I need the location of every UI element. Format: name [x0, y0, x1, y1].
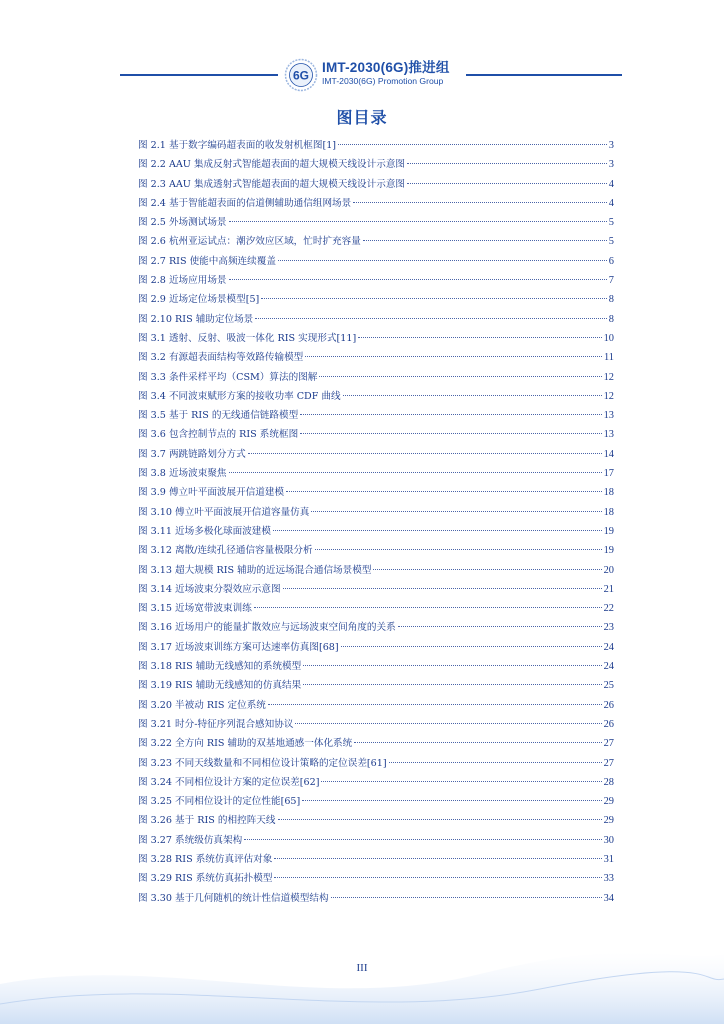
figure-entry-title: 图 2.10 RIS 辅助定位场景	[138, 313, 254, 325]
figure-entry-page: 29	[603, 796, 614, 808]
figure-entry-page: 8	[608, 294, 614, 306]
dot-leader	[303, 684, 601, 685]
figure-entry-title: 图 3.8 近场波束聚焦	[138, 468, 227, 480]
figure-entry[interactable]	[138, 369, 614, 388]
figure-entry-page: 20	[603, 564, 614, 576]
figure-entry[interactable]	[138, 504, 614, 523]
figure-entry[interactable]	[138, 619, 614, 638]
dot-leader	[389, 762, 602, 763]
figure-entry[interactable]	[138, 349, 614, 368]
figure-entry[interactable]	[138, 658, 614, 677]
dot-leader	[295, 723, 601, 724]
figure-entry-page: 11	[603, 352, 614, 364]
figure-entry-page: 22	[603, 603, 614, 615]
figure-entry-page: 23	[603, 622, 614, 634]
figure-entry[interactable]	[138, 426, 614, 445]
figure-entry-title: 图 2.1 基于数字编码超表面的收发射机框图[1]	[138, 140, 337, 151]
figure-entry[interactable]	[138, 581, 614, 600]
figure-entry[interactable]	[138, 156, 614, 175]
figure-entry[interactable]	[138, 677, 614, 696]
figure-entry-title: 图 3.11 近场多极化球面波建模	[138, 525, 271, 537]
figure-entry-title: 图 3.20 半被动 RIS 定位系统	[138, 699, 266, 711]
dot-leader	[343, 395, 602, 396]
dot-leader	[273, 530, 602, 531]
header-rule-right	[466, 74, 622, 76]
figure-entry-title: 图 3.2 有源超表面结构等效路传输模型	[138, 352, 304, 364]
dot-leader	[315, 549, 602, 550]
dot-leader	[341, 646, 602, 647]
figure-entry-title: 图 3.22 全方向 RIS 辅助的双基地通感一体化系统	[138, 738, 353, 750]
figure-entry-title: 图 3.10 傅立叶平面波展开信道容量仿真	[138, 506, 310, 518]
figure-entry[interactable]	[138, 851, 614, 870]
page-title: 图目录	[336, 108, 388, 127]
figure-entry[interactable]	[138, 562, 614, 581]
figure-entry[interactable]	[138, 330, 614, 349]
figure-entry[interactable]	[138, 793, 614, 812]
dot-leader	[229, 221, 607, 222]
dot-leader	[353, 202, 607, 203]
figure-entry-title: 图 3.4 不同波束赋形方案的接收功率 CDF 曲线	[138, 390, 341, 402]
figure-entry[interactable]	[138, 832, 614, 851]
figure-entry-page: 18	[603, 487, 614, 499]
figure-entry[interactable]	[138, 407, 614, 426]
figure-entry-title: 图 3.26 基于 RIS 的相控阵天线	[138, 815, 276, 827]
figure-entry-page: 4	[608, 197, 614, 209]
dot-leader	[319, 376, 601, 377]
figure-entry-title: 图 3.1 透射、反射、吸波一体化 RIS 实现形式[11]	[138, 332, 357, 344]
figure-entry-title: 图 3.9 傅立叶平面波展开信道建模	[138, 487, 285, 499]
figure-entry[interactable]	[138, 716, 614, 735]
figure-entry-title: 图 3.7 两跳链路划分方式	[138, 448, 246, 460]
figure-entry-page: 29	[603, 815, 614, 827]
brand-subtitle: IMT-2030(6G) Promotion Group	[322, 76, 444, 86]
dot-leader	[274, 877, 601, 878]
figure-entry[interactable]	[138, 812, 614, 831]
figure-entry[interactable]	[138, 639, 614, 658]
dot-leader	[305, 356, 602, 357]
figure-entry-page: 28	[603, 776, 614, 788]
figure-entry-page: 17	[603, 468, 614, 480]
figure-entry-title: 图 3.19 RIS 辅助无线感知的仿真结果	[138, 680, 302, 692]
figure-entry[interactable]	[138, 755, 614, 774]
figure-entry-page: 4	[608, 178, 614, 190]
dot-leader	[255, 318, 607, 319]
figure-entry[interactable]	[138, 291, 614, 310]
figure-entry[interactable]	[138, 774, 614, 793]
figure-entry-title: 图 3.17 近场波束训练方案可达速率仿真图[68]	[138, 641, 339, 653]
figure-entry[interactable]	[138, 233, 614, 252]
figure-entry-title: 图 3.25 不同相位设计的定位性能[65]	[138, 796, 301, 808]
figure-entry-page: 14	[603, 448, 614, 460]
figure-entry-title: 图 3.23 不同天线数量和不同相位设计策略的定位误差[61]	[138, 757, 387, 769]
dot-leader	[321, 781, 601, 782]
figure-entry-title: 图 3.6 包含控制节点的 RIS 系统框图	[138, 429, 299, 441]
figure-entry-title: 图 2.2 AAU 集成反射式智能超表面的超大规模天线设计示意图	[138, 159, 406, 171]
dot-leader	[248, 453, 602, 454]
dot-leader	[274, 858, 601, 859]
figure-entry-page: 31	[603, 853, 614, 865]
figure-entry-title: 图 2.6 杭州亚运试点：潮汐效应区域，忙时扩充容量	[138, 236, 361, 248]
brand-name: IMT-2030(6G)推进组	[322, 60, 450, 75]
header-rule-left	[120, 74, 278, 76]
figure-entry[interactable]	[138, 311, 614, 330]
figure-entry-title: 图 3.21 时分-特征序列混合感知协议	[138, 718, 294, 730]
page-number: III	[356, 962, 368, 974]
figure-entry[interactable]	[138, 176, 614, 195]
dot-leader	[302, 800, 601, 801]
figure-entry[interactable]	[138, 195, 614, 214]
figure-entry-page: 3	[608, 140, 614, 151]
figure-entry-page: 21	[603, 583, 614, 595]
document-header	[0, 56, 724, 100]
figure-entry-page: 19	[603, 525, 614, 537]
dot-leader	[338, 144, 607, 145]
figure-entry[interactable]	[138, 697, 614, 716]
figure-entry-page: 13	[603, 410, 614, 422]
figure-entry-title: 图 3.16 近场用户的能量扩散效应与远场波束空间角度的关系	[138, 622, 396, 634]
figure-entry-title: 图 3.30 基于几何随机的统计性信道模型结构	[138, 892, 329, 904]
figure-entry-title: 图 3.27 系统级仿真架构	[138, 834, 243, 846]
figure-entry-page: 19	[603, 545, 614, 557]
figure-entry-page: 6	[608, 255, 614, 267]
imt-2030-logo	[284, 58, 318, 92]
figure-entry-title: 图 3.13 超大规模 RIS 辅助的近远场混合通信场景模型	[138, 564, 372, 576]
figure-entry-page: 26	[603, 699, 614, 711]
figure-entry-title: 图 3.28 RIS 系统仿真评估对象	[138, 853, 273, 865]
dot-leader	[300, 433, 601, 434]
figure-entry-page: 8	[608, 313, 614, 325]
figure-entry-page: 25	[603, 680, 614, 692]
dot-leader	[229, 472, 602, 473]
dot-leader	[407, 183, 607, 184]
dot-leader	[358, 337, 601, 338]
figure-entry-page: 30	[603, 834, 614, 846]
figure-entry[interactable]	[138, 735, 614, 754]
dot-leader	[300, 414, 601, 415]
figure-entry[interactable]	[138, 137, 614, 156]
figure-entry-page: 24	[603, 641, 614, 653]
decorative-wave	[0, 894, 724, 1024]
figure-entry[interactable]	[138, 484, 614, 503]
figure-entry-page: 12	[603, 390, 614, 402]
figure-list	[138, 137, 614, 909]
dot-leader	[278, 819, 602, 820]
dot-leader	[311, 511, 601, 512]
figure-entry-title: 图 3.24 不同相位设计方案的定位误差[62]	[138, 776, 320, 788]
figure-entry[interactable]	[138, 272, 614, 291]
dot-leader	[398, 626, 602, 627]
figure-entry-page: 27	[603, 738, 614, 750]
dot-leader	[278, 260, 607, 261]
figure-entry[interactable]	[138, 253, 614, 272]
figure-entry-page: 24	[603, 661, 614, 673]
figure-entry-title: 图 2.4 基于智能超表面的信道侧辅助通信组网场景	[138, 197, 352, 209]
dot-leader	[363, 240, 607, 241]
figure-entry-title: 图 3.3 条件采样平均（CSM）算法的图解	[138, 371, 318, 383]
figure-entry-title: 图 2.5 外场测试场景	[138, 217, 227, 229]
dot-leader	[254, 607, 602, 608]
figure-entry[interactable]	[138, 465, 614, 484]
figure-entry[interactable]	[138, 446, 614, 465]
figure-entry[interactable]	[138, 542, 614, 561]
figure-entry[interactable]	[138, 523, 614, 542]
figure-entry[interactable]	[138, 214, 614, 233]
figure-entry-page: 3	[608, 159, 614, 171]
figure-entry-page: 5	[608, 236, 614, 248]
dot-leader	[268, 704, 602, 705]
logo-lettering: 6G	[292, 68, 310, 83]
figure-entry-page: 10	[603, 332, 614, 344]
dot-leader	[303, 665, 601, 666]
figure-entry-page: 33	[603, 873, 614, 885]
dot-leader	[261, 298, 607, 299]
brand-block	[322, 60, 450, 87]
figure-entry-page: 12	[603, 371, 614, 383]
dot-leader	[229, 279, 607, 280]
figure-entry-title: 图 3.5 基于 RIS 的无线通信链路模型	[138, 410, 299, 422]
figure-entry-title: 图 3.18 RIS 辅助无线感知的系统模型	[138, 661, 302, 673]
figure-entry-title: 图 2.7 RIS 使能中高频连续覆盖	[138, 255, 276, 267]
dot-leader	[354, 742, 601, 743]
figure-entry-title: 图 3.15 近场宽带波束训练	[138, 603, 252, 615]
dot-leader	[283, 588, 602, 589]
dot-leader	[244, 839, 601, 840]
figure-entry-title: 图 3.14 近场波束分裂效应示意图	[138, 583, 281, 595]
figure-entry-page: 26	[603, 718, 614, 730]
figure-entry-title: 图 3.12 离散/连续孔径通信容量极限分析	[138, 545, 313, 557]
dot-leader	[407, 163, 607, 164]
figure-entry-title: 图 3.29 RIS 系统仿真拓扑模型	[138, 873, 273, 885]
figure-entry-page: 27	[603, 757, 614, 769]
figure-entry-page: 13	[603, 429, 614, 441]
figure-entry-title: 图 2.3 AAU 集成透射式智能超表面的超大规模天线设计示意图	[138, 178, 406, 190]
figure-entry-page: 34	[603, 892, 614, 904]
dot-leader	[373, 569, 601, 570]
dot-leader	[286, 491, 602, 492]
figure-entry-title: 图 2.9 近场定位场景模型[5]	[138, 294, 260, 306]
figure-entry-page: 5	[608, 217, 614, 229]
figure-entry-page: 18	[603, 506, 614, 518]
figure-entry-title: 图 2.8 近场应用场景	[138, 275, 227, 287]
figure-entry[interactable]	[138, 388, 614, 407]
figure-entry[interactable]	[138, 870, 614, 889]
figure-entry[interactable]	[138, 600, 614, 619]
figure-entry-page: 7	[608, 275, 614, 287]
